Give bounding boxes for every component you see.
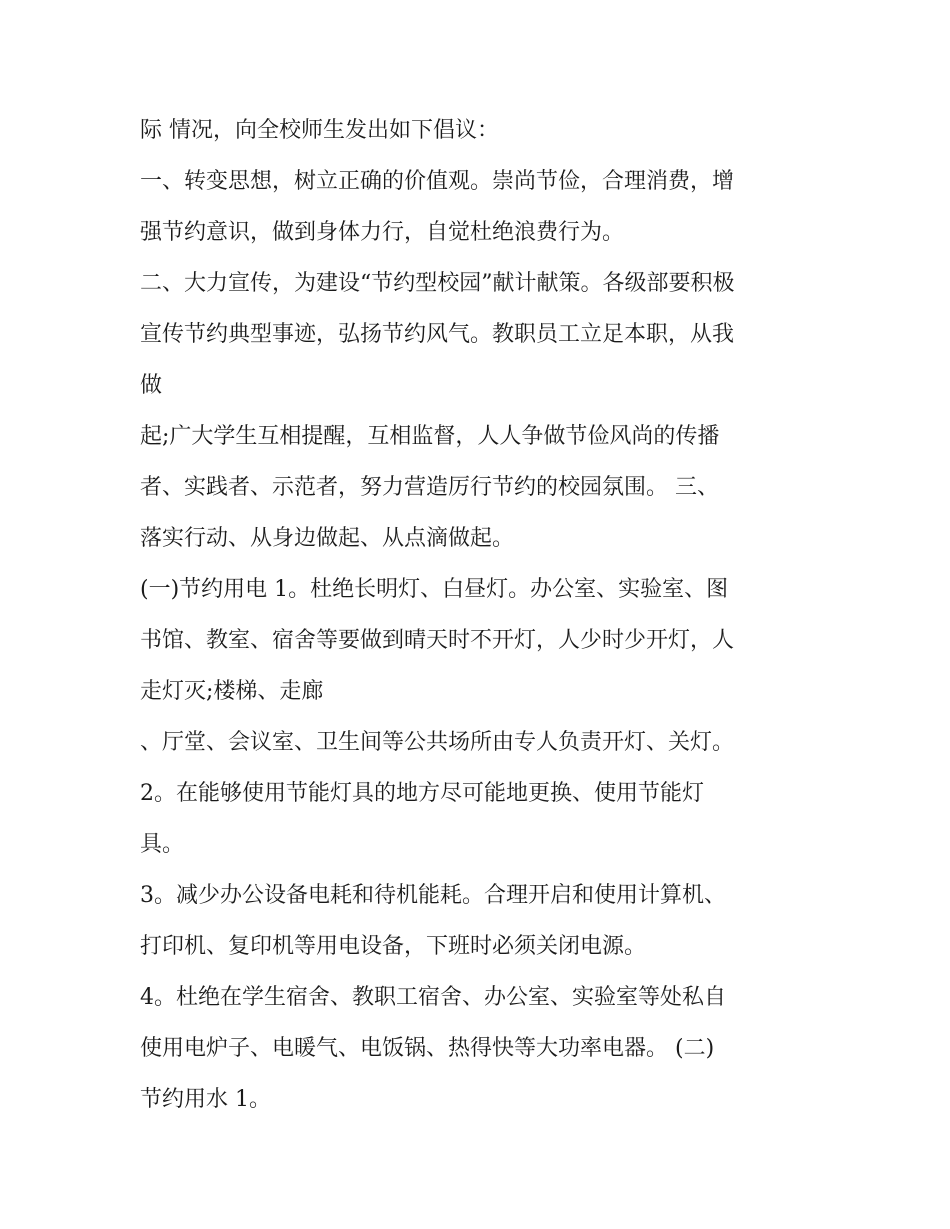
text-line: 使用电炉子、电暖气、电饭锅、热得快等大功率电器。 (二) xyxy=(140,1036,715,1061)
text-line: 3。减少办公设备电耗和待机能耗。合理开启和使用计算机、 xyxy=(140,883,726,908)
text-line: (一)节约用电 1。杜绝长明灯、白昼灯。办公室、实验室、图 xyxy=(140,577,729,602)
text-line: 二、大力宣传，为建设“节约型校园”献计献策。各级部要积极 xyxy=(140,271,735,296)
text-line: 节约用水 1。 xyxy=(140,1087,271,1112)
text-line: 2。在能够使用节能灯具的地方尽可能地更换、使用节能灯 xyxy=(140,781,704,806)
document-body xyxy=(140,110,840,1130)
text-line: 强节约意识，做到身体力行，自觉杜绝浪费行为。 xyxy=(140,220,625,245)
text-line: 具。 xyxy=(140,832,185,857)
text-line: 一、转变思想，树立正确的价值观。崇尚节俭，合理消费，增 xyxy=(140,169,735,194)
text-line: 际 情况，向全校师生发出如下倡议： xyxy=(140,118,499,143)
text-line: 宣传节约典型事迹，弘扬节约风气。教职员工立足本职，从我 xyxy=(140,322,735,347)
text-line: 起;广大学生互相提醒，互相监督，人人争做节俭风尚的传播 xyxy=(140,424,720,449)
text-line: 做 xyxy=(140,373,163,398)
text-line: 书馆、教室、宿舍等要做到晴天时不开灯，人少时少开灯，人 xyxy=(140,628,735,653)
text-line: 走灯灭;楼梯、走廊 xyxy=(140,679,324,704)
text-line: 4。杜绝在学生宿舍、教职工宿舍、办公室、实验室等处私自 xyxy=(140,985,726,1010)
text-line: 者、实践者、示范者，努力营造厉行节约的校园氛围。 三、 xyxy=(140,475,719,500)
text-line: 打印机、复印机等用电设备，下班时必须关闭电源。 xyxy=(140,934,647,959)
text-line: 、厅堂、会议室、卫生间等公共场所由专人负责开灯、关灯。 xyxy=(140,730,735,755)
text-line: 落实行动、从身边做起、从点滴做起。 xyxy=(140,526,515,551)
